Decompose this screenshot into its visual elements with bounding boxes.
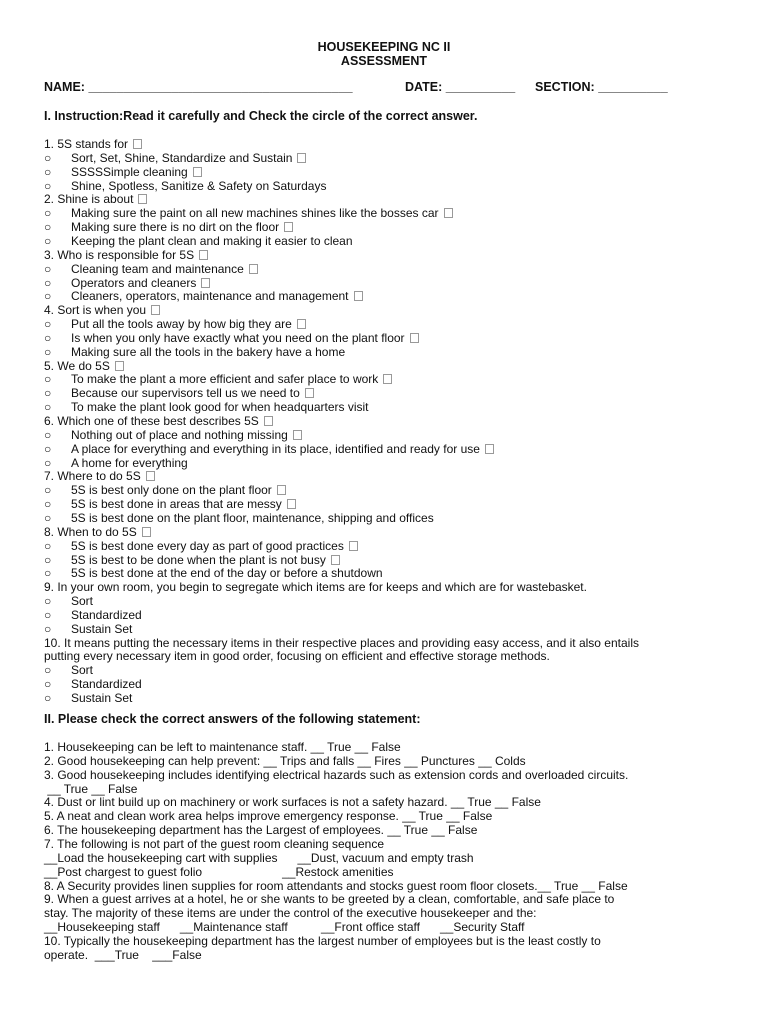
checkbox-icon[interactable] (354, 291, 363, 301)
question-label: 5. We do 5S (44, 358, 110, 373)
checkbox-icon[interactable] (287, 499, 296, 509)
statement-line: 1. Housekeeping can be left to maintenance staff. __ True __ False (44, 740, 401, 754)
checkbox-icon[interactable] (444, 208, 453, 218)
answer-option[interactable] (44, 663, 93, 677)
answer-option[interactable] (44, 622, 132, 636)
part1-instruction: I. Instruction:Read it carefully and Check the circle of the correct answer. (44, 109, 478, 123)
answer-option[interactable] (44, 262, 258, 276)
option-label: 5S is best done every day as part of good practices (71, 538, 344, 553)
checkbox-icon[interactable] (199, 250, 208, 260)
option-label: 5S is best done at the end of the day or before a shutdown (71, 566, 383, 581)
checkbox-icon[interactable] (349, 541, 358, 551)
option-label: Making sure there is no dirt on the floor (71, 220, 280, 235)
question-label: 4. Sort is when you (44, 303, 147, 318)
option-label: Sort (71, 663, 94, 678)
radio-circle-icon[interactable]: ○ (44, 317, 52, 332)
checkbox-icon[interactable] (277, 485, 286, 495)
option-label: SSSSSimple cleaning (71, 164, 188, 179)
answer-option[interactable] (44, 511, 434, 525)
date-field[interactable]: DATE: __________ (405, 80, 516, 94)
question-text (44, 580, 587, 594)
radio-circle-icon[interactable]: ○ (44, 386, 52, 401)
question-text (44, 525, 151, 539)
question-label: 1. 5S stands for (44, 137, 129, 151)
statement-line: __Load the housekeeping cart with supplies __Dust, vacuum and empty trash (44, 850, 474, 865)
checkbox-icon[interactable] (297, 153, 306, 163)
answer-option[interactable] (44, 553, 340, 567)
checkbox-icon[interactable] (151, 305, 160, 315)
question-text (44, 469, 155, 483)
option-label: Sustain Set (71, 691, 133, 705)
radio-circle-icon[interactable]: ○ (44, 594, 52, 609)
option-label: Keeping the plant clean and making it easier to clean (71, 233, 353, 248)
statement-line: 7. The following is not part of the guest room cleaning sequence (44, 836, 384, 851)
option-label: Is when you only have exactly what you need on the plant floor (71, 330, 405, 345)
answer-option[interactable] (44, 220, 293, 234)
statement-line: 10. Typically the housekeeping department has the largest number of employees but is the least costly to (44, 933, 601, 948)
radio-circle-icon[interactable]: ○ (44, 330, 52, 345)
question-label: 3. Who is responsible for 5S (44, 247, 195, 262)
radio-circle-icon[interactable]: ○ (44, 621, 52, 636)
statement-line: 5. A neat and clean work area helps improve emergency response. __ True __ False (44, 809, 493, 824)
answer-option[interactable] (44, 179, 326, 193)
option-label: Operators and cleaners (71, 275, 197, 290)
radio-circle-icon[interactable]: ○ (44, 178, 52, 193)
answer-option[interactable] (44, 165, 202, 179)
question-text (44, 192, 147, 206)
checkbox-icon[interactable] (264, 416, 273, 426)
answer-option[interactable] (44, 691, 132, 705)
radio-circle-icon[interactable]: ○ (44, 289, 52, 304)
answer-option[interactable] (44, 345, 345, 359)
radio-circle-icon[interactable]: ○ (44, 372, 52, 387)
question-text (44, 636, 639, 650)
radio-circle-icon[interactable]: ○ (44, 275, 52, 290)
answer-option[interactable] (44, 151, 306, 165)
statement-line: 3. Good housekeeping includes identifying electrical hazards such as extension cords and overloaded circuits. (44, 767, 629, 782)
question-text (44, 248, 208, 262)
question-label: 7. Where to do 5S (44, 469, 141, 484)
option-label: Standardized (71, 677, 142, 692)
radio-circle-icon[interactable]: ○ (44, 497, 52, 512)
statement-line: 4. Dust or lint build up on machinery or work surfaces is not a safety hazard. __ True __ False (44, 795, 541, 810)
checkbox-icon[interactable] (138, 194, 147, 204)
statement-line: 6. The housekeeping department has the Largest of employees. __ True __ False (44, 823, 478, 838)
radio-circle-icon[interactable]: ○ (44, 344, 52, 359)
checkbox-icon[interactable] (142, 527, 151, 537)
answer-option[interactable] (44, 331, 419, 345)
question-text (44, 359, 124, 373)
option-label: Cleaners, operators, maintenance and management (71, 289, 349, 304)
question-label: 8. When to do 5S (44, 524, 137, 539)
checkbox-icon[interactable] (115, 361, 124, 371)
statement-line: operate. ___True ___False (44, 947, 202, 962)
question-text (44, 303, 160, 317)
answer-option[interactable] (44, 483, 286, 497)
statement-line: __ True __ False (44, 781, 138, 796)
answer-option[interactable] (44, 317, 306, 331)
option-label: Nothing out of place and nothing missing (71, 427, 288, 442)
answer-option[interactable] (44, 234, 353, 248)
section-field[interactable]: SECTION: __________ (535, 80, 668, 94)
radio-circle-icon[interactable]: ○ (44, 261, 52, 276)
option-label: Because our supervisors tell us we need to (71, 386, 300, 401)
name-field[interactable]: NAME: ______________________________________ (44, 80, 353, 94)
answer-option[interactable] (44, 386, 314, 400)
answer-option[interactable] (44, 566, 383, 580)
answer-option[interactable] (44, 608, 142, 622)
radio-circle-icon[interactable]: ○ (44, 150, 52, 165)
question-text (44, 137, 142, 151)
option-label: Making sure all the tools in the bakery have a home (71, 344, 346, 359)
statement-line: 9. When a guest arrives at a hotel, he or she wants to be greeted by a clean, comfortable, and safe place to (44, 892, 615, 907)
answer-option[interactable] (44, 497, 296, 511)
answer-option[interactable] (44, 677, 142, 691)
checkbox-icon[interactable] (201, 278, 210, 288)
radio-circle-icon[interactable]: ○ (44, 552, 52, 567)
answer-option[interactable] (44, 442, 494, 456)
option-label: To make the plant look good for when headquarters visit (71, 400, 369, 415)
option-label: Cleaning team and maintenance (71, 261, 244, 276)
radio-circle-icon[interactable]: ○ (44, 607, 52, 622)
option-label: A home for everything (71, 455, 188, 470)
option-label: 5S is best done in areas that are messy (71, 497, 282, 512)
radio-circle-icon[interactable]: ○ (44, 206, 52, 221)
radio-circle-icon[interactable]: ○ (44, 538, 52, 553)
radio-circle-icon[interactable]: ○ (44, 164, 52, 179)
option-label: To make the plant a more efficient and safer place to work (71, 372, 379, 387)
radio-circle-icon[interactable]: ○ (44, 510, 52, 525)
radio-circle-icon[interactable]: ○ (44, 441, 52, 456)
radio-circle-icon[interactable]: ○ (44, 400, 52, 415)
option-label: A place for everything and everything in its place, identified and ready for use (71, 441, 480, 456)
answer-option[interactable] (44, 594, 93, 608)
question-label: 2. Shine is about (44, 192, 134, 207)
question-text (44, 414, 273, 428)
option-label: Sort (71, 594, 94, 609)
option-label: 5S is best done on the plant floor, maintenance, shipping and offices (71, 510, 434, 525)
statement-line: 8. A Security provides linen supplies for room attendants and stocks guest room floor closets.__ True __ False (44, 878, 628, 893)
option-label: Shine, Spotless, Sanitize & Safety on Saturdays (71, 178, 327, 193)
option-label: 5S is best only done on the plant floor (71, 483, 272, 498)
checkbox-icon[interactable] (305, 388, 314, 398)
answer-option[interactable] (44, 289, 363, 303)
radio-circle-icon[interactable]: ○ (44, 663, 52, 678)
question-text-continued: putting every necessary item in good order, focusing on efficient and effective storage methods. (44, 649, 550, 664)
answer-option[interactable] (44, 428, 302, 442)
radio-circle-icon[interactable]: ○ (44, 427, 52, 442)
radio-circle-icon[interactable]: ○ (44, 677, 52, 692)
statement-line: __Housekeeping staff __Maintenance staff __Front office staff __Security Staff (44, 920, 525, 935)
radio-circle-icon[interactable]: ○ (44, 233, 52, 248)
answer-option[interactable] (44, 276, 210, 290)
option-label: Sustain Set (71, 621, 133, 636)
answer-option[interactable] (44, 400, 369, 414)
option-label: Sort, Set, Shine, Standardize and Sustain (71, 150, 293, 165)
option-label: Standardized (71, 607, 142, 622)
part2-instruction: II. Please check the correct answers of the following statement: (44, 712, 421, 726)
checkbox-icon[interactable] (193, 167, 202, 177)
answer-option[interactable] (44, 539, 358, 553)
statement-line: stay. The majority of these items are under the control of the executive housekeeper and the: (44, 906, 537, 921)
radio-circle-icon[interactable]: ○ (44, 483, 52, 498)
question-label: 10. It means putting the necessary items in their respective places and providing easy access, and it also entails (44, 635, 639, 650)
radio-circle-icon[interactable]: ○ (44, 566, 52, 581)
answer-option[interactable] (44, 372, 392, 386)
answer-option[interactable] (44, 206, 453, 220)
option-label: 5S is best to be done when the plant is not busy (71, 552, 326, 567)
checkbox-icon[interactable] (284, 222, 293, 232)
radio-circle-icon[interactable]: ○ (44, 220, 52, 235)
answer-option[interactable] (44, 456, 188, 470)
statement-line: __Post chargest to guest folio __Restock amenities (44, 864, 394, 879)
document-subtitle: ASSESSMENT (340, 54, 428, 68)
checkbox-icon[interactable] (293, 430, 302, 440)
question-label: 6. Which one of these best describes 5S (44, 414, 259, 428)
checkbox-icon[interactable] (297, 319, 306, 329)
radio-circle-icon[interactable]: ○ (44, 691, 52, 705)
checkbox-icon[interactable] (410, 333, 419, 343)
checkbox-icon[interactable] (485, 444, 494, 454)
checkbox-icon[interactable] (146, 471, 155, 481)
option-label: Making sure the paint on all new machines shines like the bosses car (71, 206, 439, 221)
checkbox-icon[interactable] (249, 264, 258, 274)
checkbox-icon[interactable] (133, 139, 142, 149)
radio-circle-icon[interactable]: ○ (44, 455, 52, 470)
option-label: Put all the tools away by how big they are (71, 317, 292, 332)
checkbox-icon[interactable] (331, 555, 340, 565)
question-label: 9. In your own room, you begin to segregate which items are for keeps and which are for wastebasket. (44, 580, 587, 595)
checkbox-icon[interactable] (383, 374, 392, 384)
document-title: HOUSEKEEPING NC II (317, 40, 451, 54)
statement-line: 2. Good housekeeping can help prevent: __ Trips and falls __ Fires __ Punctures __ Colds (44, 753, 526, 768)
